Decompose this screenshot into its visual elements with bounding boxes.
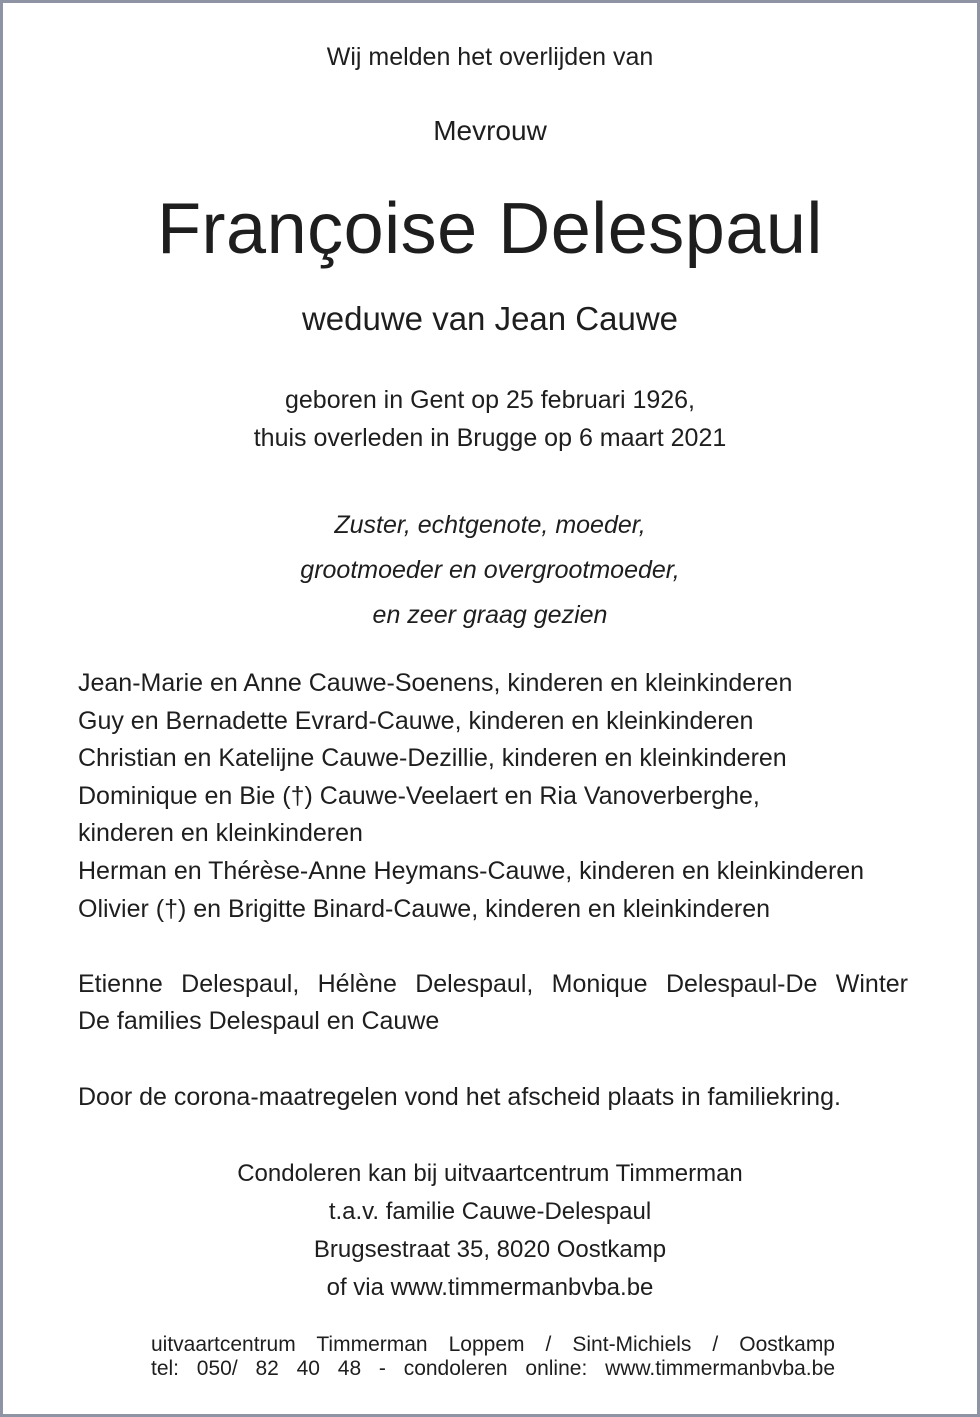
tribute-line: Zuster, echtgenote, moeder, <box>334 511 646 539</box>
funeral-home-footer <box>151 1333 835 1381</box>
relatives-line: Etienne Delespaul, Hélène Delespaul, Monique Delespaul-De Winter <box>78 969 908 998</box>
condolence-line: t.a.v. familie Cauwe-Delespaul <box>328 1198 652 1225</box>
relatives-line: De families Delespaul en Cauwe <box>78 1007 440 1036</box>
birth-line: geboren in Gent op 25 februari 1926, <box>284 386 696 414</box>
condolence-website: of via www.timmermanbvba.be <box>326 1274 654 1301</box>
deceased-name: Françoise Delespaul <box>157 189 823 269</box>
condolence-address: Brugsestraat 35, 8020 Oostkamp <box>313 1236 667 1263</box>
spacer <box>78 1041 908 1079</box>
family-line: Guy en Bernadette Evrard-Cauwe, kinderen en kleinkinderen <box>78 706 754 735</box>
salutation: Mevrouw <box>433 115 547 146</box>
tribute <box>3 503 977 638</box>
family-line: Dominique en Bie (†) Cauwe-Veelaert en Ria Vanoverberghe, <box>78 781 760 810</box>
family-line: Herman en Thérèse-Anne Heymans-Cauwe, kinderen en kleinkinderen <box>78 856 865 885</box>
condolence-info <box>3 1155 977 1307</box>
tribute-line: grootmoeder en overgrootmoeder, <box>300 556 680 584</box>
footer-contact: tel: 050/ 82 40 48 - condoleren online: www.timmermanbvba.be <box>151 1357 835 1380</box>
footer-locations: uitvaartcentrum Timmerman Loppem / Sint-Michiels / Oostkamp <box>151 1333 835 1356</box>
family-line: Christian en Katelijne Cauwe-Dezillie, kinderen en kleinkinderen <box>78 744 787 773</box>
family-line: Jean-Marie en Anne Cauwe-Soenens, kinderen en kleinkinderen <box>78 669 793 697</box>
farewell-text: Door de corona-maatregelen vond het afscheid plaats in familiekring. <box>78 1082 841 1111</box>
intro-text: Wij melden het overlijden van <box>326 43 654 71</box>
family-line: kinderen en kleinkinderen <box>78 819 363 848</box>
spacer <box>78 928 908 966</box>
tribute-line: en zeer graag gezien <box>372 601 608 629</box>
life-dates <box>3 381 977 457</box>
family-line: Olivier (†) en Brigitte Binard-Cauwe, kinderen en kleinkinderen <box>78 894 771 923</box>
death-line: thuis overleden in Brugge op 6 maart 2021 <box>253 424 727 452</box>
family-list <box>78 665 908 1116</box>
widow-of: weduwe van Jean Cauwe <box>301 300 679 337</box>
condolence-line: Condoleren kan bij uitvaartcentrum Timmerman <box>237 1160 743 1187</box>
